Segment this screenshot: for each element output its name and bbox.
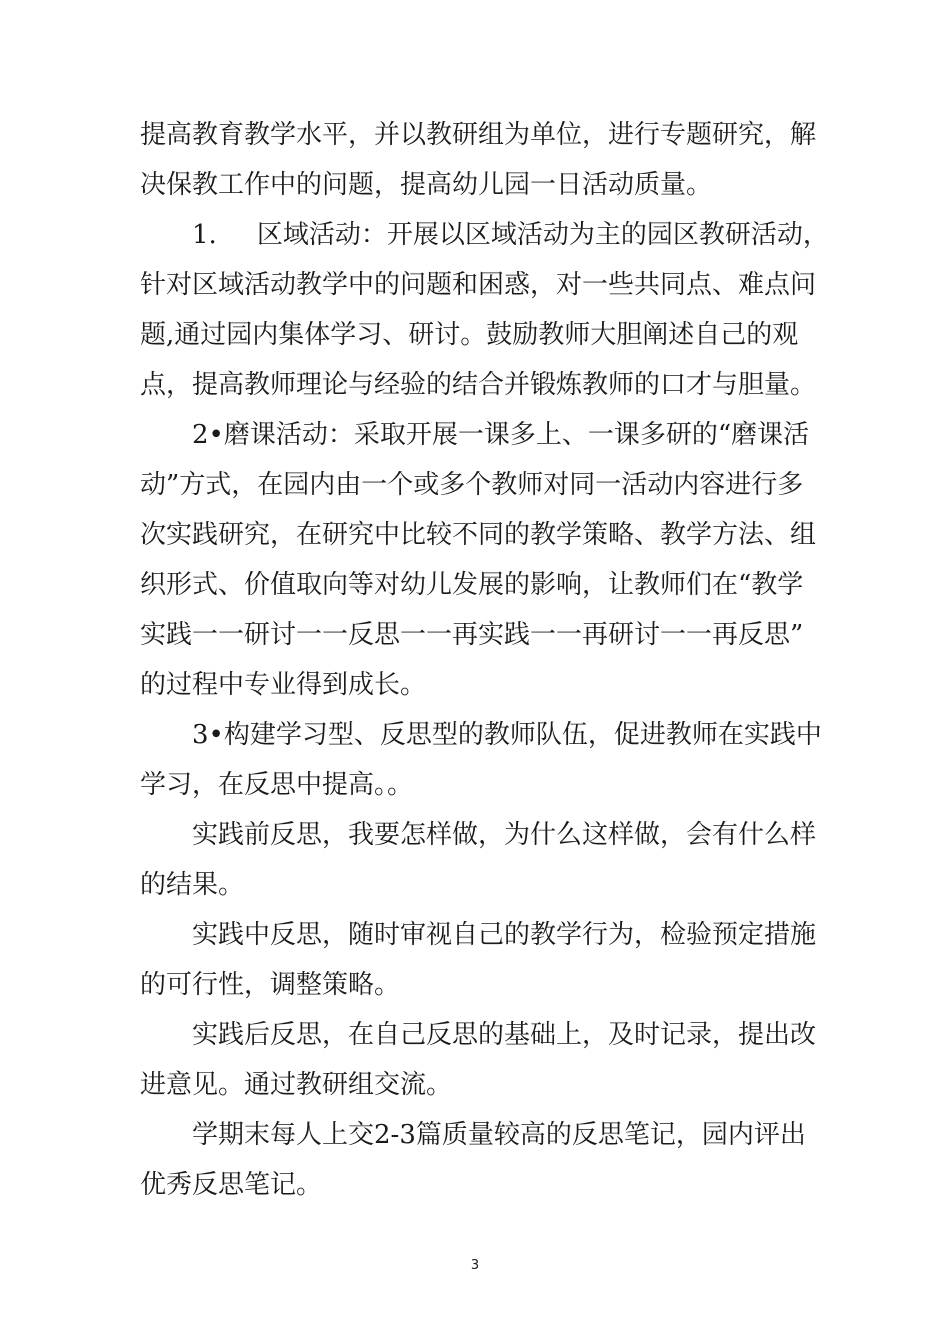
text-line: 学期末每人上交2-3篇质量较高的反思笔记，园内评出 [192,1120,806,1150]
text-line: 3•构建学习型、反思型的教师队伍，促进教师在实践中 [192,720,822,750]
text-line: 的结果。 [140,870,245,900]
text-line: 实践中反思，随时审视自己的教学行为，检验预定措施 [192,920,817,950]
text-line: 实践一一研讨一一反思一一再实践一一再研讨一一再反思” [140,620,804,650]
text-line: 学习，在反思中提高。。 [140,770,414,800]
text-line: 的可行性，调整策略。 [140,970,401,1000]
text-line: 实践前反思，我要怎样做，为什么这样做，会有什么样 [192,820,817,850]
text-line: 动”方式，在园内由一个或多个教师对同一活动内容进行多 [140,470,804,500]
text-line: 区域活动：开展以区域活动为主的园区教研活动， [256,220,829,250]
text-line: 进意见。通过教研组交流。 [140,1070,453,1100]
page-number: 3 [470,1258,480,1273]
text-line: 织形式、价值取向等对幼儿发展的影响，让教师们在“教学 [140,570,804,600]
text-line: 的过程中专业得到成长。 [140,670,427,700]
list-item-1 [192,210,829,260]
list-number: 1. [192,220,217,250]
text-line: 实践后反思，在自己反思的基础上，及时记录，提出改 [192,1020,817,1050]
text-line: 题,通过园内集体学习、研讨。鼓励教师大胆阐述自己的观 [140,320,799,350]
text-line: 2•磨课活动：采取开展一课多上、一课多研的“磨课活 [192,420,810,450]
text-line: 针对区域活动教学中的问题和困惑，对一些共同点、难点问 [140,270,817,300]
text-line: 优秀反思笔记。 [140,1170,323,1200]
text-line: 决保教工作中的问题，提高幼儿园一日活动质量。 [140,170,713,200]
text-line: 点，提高教师理论与经验的结合并锻炼教师的口才与胆量。 [140,370,817,400]
text-line: 次实践研究，在研究中比较不同的教学策略、教学方法、组 [140,520,817,550]
text-line: 提高教育教学水平，并以教研组为单位，进行专题研究，解 [140,120,817,150]
